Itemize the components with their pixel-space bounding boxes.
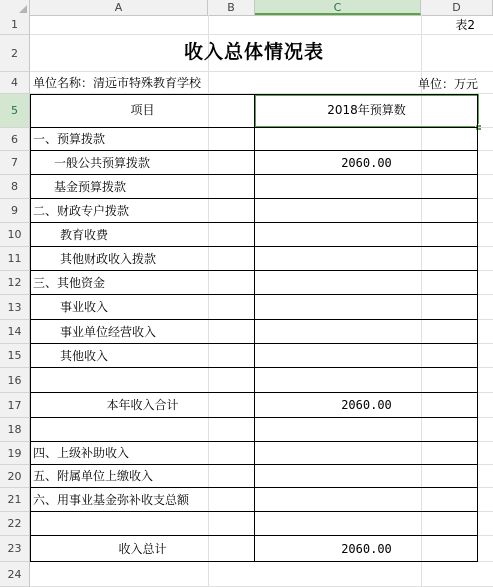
row-value[interactable] — [255, 295, 478, 320]
row-value[interactable] — [255, 512, 478, 536]
row-header-10[interactable]: 10 — [0, 223, 30, 247]
row-label[interactable]: 四、上级补助收入 — [33, 446, 130, 460]
row-label[interactable] — [30, 418, 255, 442]
row-header-17[interactable]: 17 — [0, 393, 30, 418]
row-header-20[interactable]: 20 — [0, 465, 30, 488]
table-border — [477, 94, 478, 561]
row-label[interactable]: 六、用事业基金弥补收支总额 — [33, 493, 190, 507]
row-value[interactable] — [255, 223, 478, 247]
row-label[interactable]: 事业单位经营收入 — [60, 325, 157, 339]
gridline — [30, 71, 493, 72]
header-budget[interactable]: 2018年预算数 — [327, 103, 406, 117]
row-label[interactable]: 基金预算拨款 — [54, 180, 127, 194]
row-label[interactable]: 二、财政专户拨款 — [33, 204, 130, 218]
row-header-23[interactable]: 23 — [0, 536, 30, 562]
row-label[interactable]: 本年收入合计 — [106, 398, 179, 412]
row-label[interactable]: 收入总计 — [118, 542, 167, 556]
row-header-22[interactable]: 22 — [0, 512, 30, 536]
row-header-7[interactable]: 7 — [0, 151, 30, 175]
row-value[interactable] — [255, 418, 478, 442]
row-label[interactable]: 三、其他资金 — [33, 276, 106, 290]
row-value[interactable] — [255, 247, 478, 271]
row-value[interactable] — [255, 199, 478, 223]
row-header-2[interactable]: 2 — [0, 35, 30, 72]
row-header-6[interactable]: 6 — [0, 128, 30, 151]
page-title: 收入总体情况表 — [183, 41, 324, 63]
row-header-18[interactable]: 18 — [0, 418, 30, 442]
row-header-9[interactable]: 9 — [0, 199, 30, 223]
row-header-24[interactable]: 24 — [0, 562, 30, 587]
row-label[interactable]: 事业收入 — [60, 300, 109, 314]
unit-name: 单位名称：清远市特殊教育学校 — [33, 76, 202, 90]
row-label[interactable]: 五、附属单位上缴收入 — [33, 469, 154, 483]
row-value[interactable] — [255, 344, 478, 368]
row-label[interactable]: 一、预算拨款 — [33, 132, 106, 146]
row-header-12[interactable]: 12 — [0, 271, 30, 295]
row-value[interactable] — [255, 271, 478, 295]
unit-label: 单位：万元 — [417, 77, 478, 91]
row-value[interactable] — [255, 368, 478, 393]
row-label[interactable]: 一般公共预算拨款 — [54, 156, 151, 170]
row-header-16[interactable]: 16 — [0, 368, 30, 393]
row-label[interactable] — [30, 512, 255, 536]
row-value[interactable] — [255, 128, 478, 151]
row-label[interactable]: 其他财政收入拨款 — [60, 252, 157, 266]
column-header-d[interactable]: D — [421, 0, 493, 15]
column-header-c[interactable]: C — [255, 0, 421, 15]
row-header-5[interactable]: 5 — [0, 94, 30, 128]
header-item[interactable]: 项目 — [130, 103, 155, 117]
row-header-14[interactable]: 14 — [0, 320, 30, 344]
row-value[interactable]: 2060.00 — [341, 398, 392, 412]
table-border — [30, 561, 478, 562]
row-header-13[interactable]: 13 — [0, 295, 30, 320]
row-value[interactable] — [255, 465, 478, 488]
column-header-b[interactable]: B — [208, 0, 255, 15]
row-label[interactable]: 其他收入 — [60, 349, 109, 363]
row-value[interactable] — [255, 488, 478, 512]
row-header-21[interactable]: 21 — [0, 488, 30, 512]
row-header-8[interactable]: 8 — [0, 175, 30, 199]
row-value[interactable] — [255, 320, 478, 344]
row-header-4[interactable]: 4 — [0, 72, 30, 94]
row-label[interactable] — [30, 368, 255, 393]
row-value[interactable]: 2060.00 — [341, 156, 392, 170]
row-header-19[interactable]: 19 — [0, 442, 30, 465]
select-all-corner[interactable] — [0, 0, 30, 15]
row-header-15[interactable]: 15 — [0, 344, 30, 368]
row-label[interactable]: 教育收费 — [60, 228, 109, 242]
selected-cell-c5[interactable] — [254, 94, 479, 128]
row-value[interactable] — [255, 442, 478, 465]
row-value[interactable]: 2060.00 — [341, 542, 392, 556]
table-tag: 表2 — [455, 18, 475, 32]
row-header-11[interactable]: 11 — [0, 247, 30, 271]
table-border — [254, 94, 255, 561]
column-header-a[interactable]: A — [30, 0, 208, 15]
table-border — [30, 94, 31, 561]
row-value[interactable] — [255, 175, 478, 199]
row-header-1[interactable]: 1 — [0, 15, 30, 35]
gridline — [30, 34, 493, 35]
column-header-bar — [0, 0, 493, 16]
